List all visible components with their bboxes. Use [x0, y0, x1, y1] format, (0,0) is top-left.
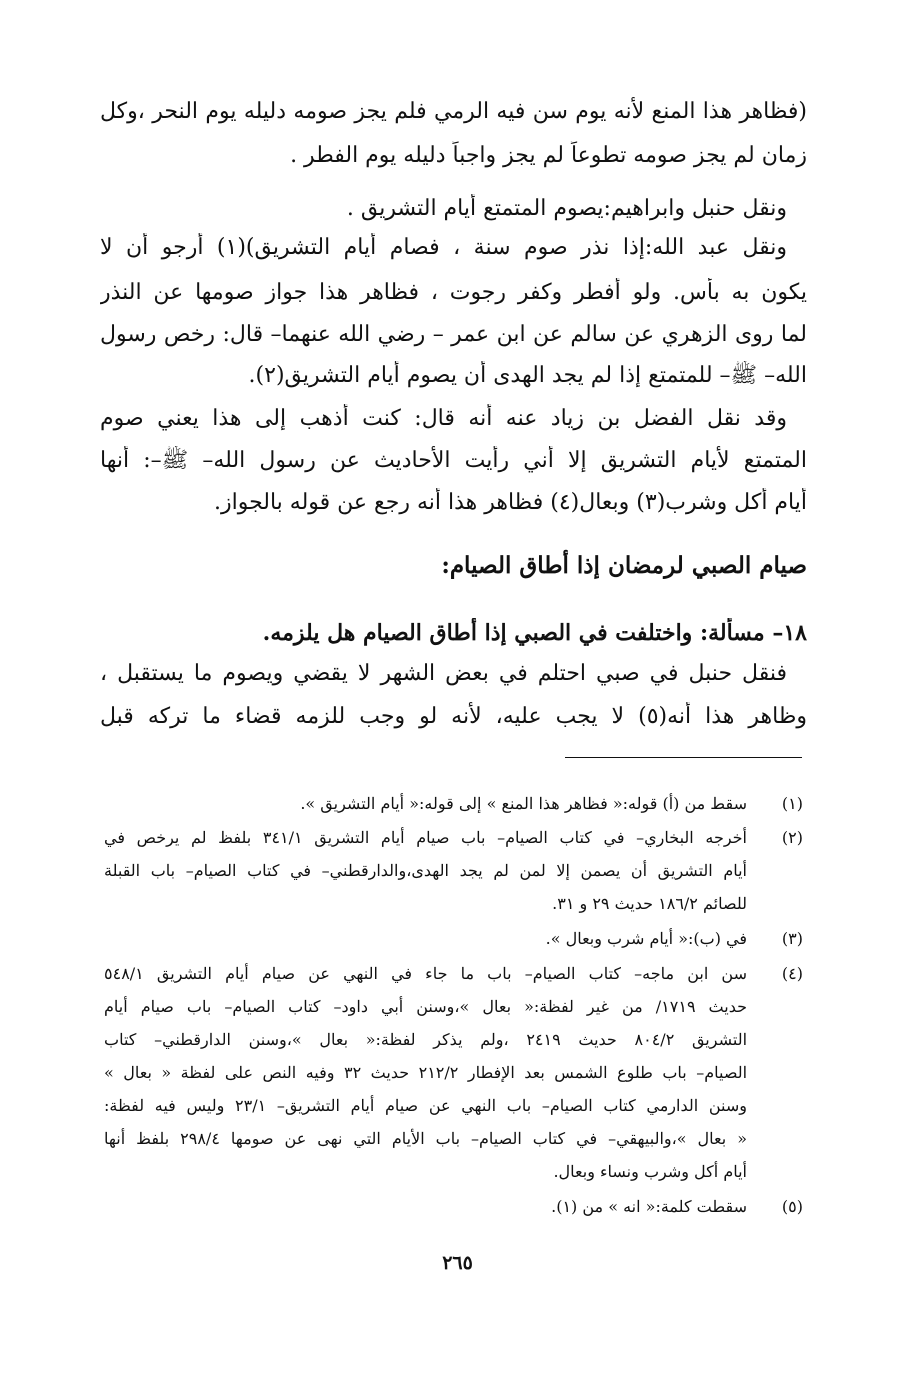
- footnote-number: (٣): [781, 929, 803, 948]
- footnote-line: سقط من (أ) قوله:« فظاهر هذا المنع » إلى قوله:« أيام التشريق ».: [300, 794, 747, 813]
- issue-title-line: ١٨– مسألة: واختلفت في الصبي إذا أطاق الصيام هل يلزمه.: [262, 620, 807, 646]
- footnote-line: أيام أكل وشرب ونساء وبعال.: [553, 1162, 747, 1181]
- footnote-number: (٥): [781, 1197, 803, 1216]
- footnote-line: أخرجه البخاري– في كتاب الصيام– باب صيام أيام التشريق ٣٤١/١ بلفظ لم يرخص في: [104, 828, 747, 847]
- page-number: ٢٦٥: [442, 1252, 473, 1274]
- body-line: أيام أكل وشرب(٣) وبعال(٤) فظاهر هذا أنه رجع عن قوله بالجواز.: [213, 490, 807, 515]
- body-line: فنقل حنبل في صبي احتلم في بعض الشهر لا يقضي ويصوم ما يستقبل ،: [100, 661, 787, 686]
- footnote-number: (٢): [781, 828, 803, 847]
- body-line: زمان لم يجز صومه تطوعاً لم يجز واجباً دليله يوم الفطر .: [290, 143, 807, 168]
- footnote-line: سن ابن ماجه– كتاب الصيام– باب ما جاء في النهي عن صيام أيام التشريق ٥٤٨/١: [104, 964, 747, 983]
- body-line: المتمتع لأيام التشريق إلا أني رأيت الأحاديث عن رسول الله– ﷺ–: أنها: [100, 448, 807, 473]
- body-line: الله– ﷺ– للمتمتع إذا لم يجد الهدى أن يصوم أيام التشريق(٢).: [248, 363, 807, 388]
- body-line: وقد نقل الفضل بن زياد عنه أنه قال: كنت أذهب إلى هذا يعني صوم: [100, 406, 787, 431]
- footnote-number: (٤): [781, 964, 803, 983]
- footnote-number: (١): [781, 794, 803, 813]
- footnote-line: التشريق ٨٠٤/٢ حديث ٢٤١٩ ،ولم يذكر لفظة:« بعال »،وسنن الدارقطني– كتاب: [104, 1030, 747, 1049]
- body-line: ونقل حنبل وابراهيم:يصوم المتمتع أيام التشريق .: [346, 196, 787, 221]
- footnote-line: حديث ١٧١٩/ من غير لفظة:« بعال »،وسنن أبي داود– كتاب الصيام– باب صيام أيام: [104, 997, 747, 1016]
- section-heading: صيام الصبي لرمضان إذا أطاق الصيام:: [441, 552, 807, 579]
- footnote-line: وسنن الدارمي كتاب الصيام– باب النهي عن صيام أيام التشريق– ٢٣/١ وليس فيه لفظة:: [104, 1096, 747, 1115]
- footnote-line: « بعال »،والبيهقي– في كتاب الصيام– باب الأيام التي نهى عن صومها ٢٩٨/٤ بلفظ أنها: [104, 1129, 747, 1148]
- footnote-line: أيام التشريق أن يصمن إلا لمن لم يجد الهدى،والدارقطني– في كتاب الصيام– باب القبلة: [104, 861, 747, 880]
- footnote-line: في (ب):« أيام شرب وبعال ».: [545, 929, 747, 948]
- body-line: وظاهر هذا أنه(٥) لا يجب عليه، لأنه لو وجب للزمه قضاء ما تركه قبل: [100, 704, 807, 729]
- footnote-line: سقطت كلمة:« انه » من (١).: [551, 1197, 747, 1216]
- footnote-separator: [565, 757, 802, 758]
- body-line: (فظاهر هذا المنع لأنه يوم سن فيه الرمي فلم يجز صومه دليله يوم النحر ،وكل: [100, 99, 807, 124]
- body-line: لما روى الزهري عن سالم عن ابن عمر – رضي الله عنهما– قال: رخص رسول: [100, 322, 807, 347]
- footnote-line: للصائم ١٨٦/٢ حديث ٢٩ و ٣١.: [552, 894, 747, 913]
- footnote-line: الصيام– باب طلوع الشمس بعد الإفطار ٢١٢/٢ حديث ٣٢ وفيه النص على لفظة « بعال »: [104, 1063, 747, 1082]
- body-line: ونقل عبد الله:إذا نذر صوم سنة ، فصام أيام التشريق)(١) أرجو أن لا: [100, 235, 787, 260]
- body-line: يكون به بأس. ولو أفطر وكفر رجوت ، فظاهر هذا جواز صومها عن النذر: [100, 280, 807, 305]
